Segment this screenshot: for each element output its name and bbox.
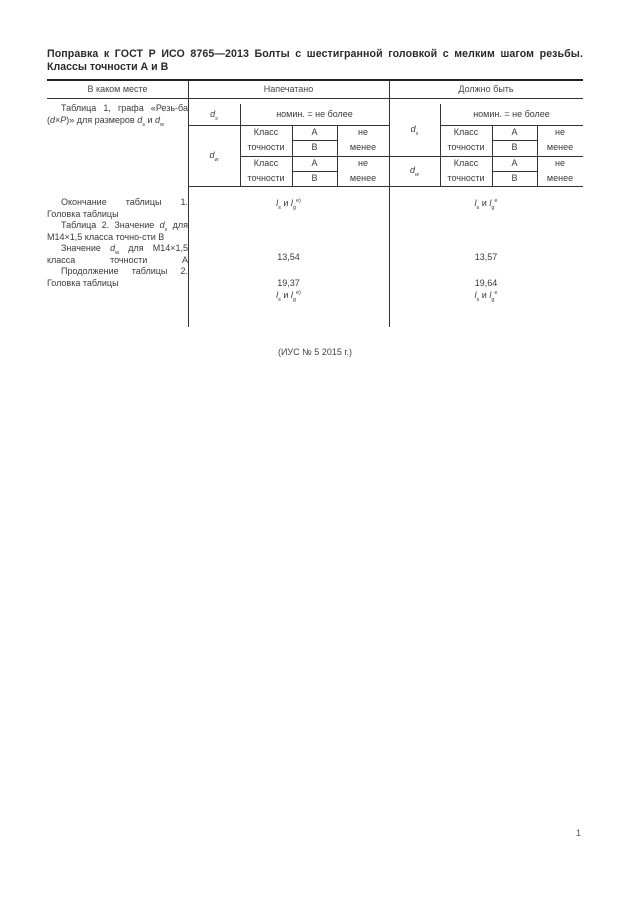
row2-correct: $l_s$ и $l_g^е$: [474, 198, 498, 211]
correct-ds-label: $d_s$: [410, 124, 419, 137]
row5-location: Продолжение таблицы 2. Головка таблицы: [47, 266, 188, 288]
footer-source: (ИУС № 5 2015 г.): [277, 347, 353, 357]
header-where: В каком месте: [87, 84, 148, 94]
row5-printed: $l_s$ и $l_g^{е)}$: [276, 290, 301, 303]
row4-correct: 19,64: [474, 278, 498, 288]
printed-ds-value: номин. = не более: [276, 109, 353, 119]
row4-location: Значение $d_w$ для М14×1,5 класса точности А: [47, 243, 188, 265]
header-printed: Напечатано: [263, 84, 314, 94]
page-number: 1: [576, 828, 582, 838]
title-line-1: Поправка к ГОСТ Р ИСО 8765—2013 Болты с шестигранной головкой с мелким шагом резьбы.: [47, 48, 583, 60]
row5-correct: $l_s$ и $l_g^е$: [474, 290, 498, 303]
row3-location: Таблица 2. Значение $d_s$ для М14×1,5 класса точно-сти В: [47, 220, 188, 242]
correct-ds-value: номин. = не более: [473, 109, 550, 119]
table-header: [47, 79, 583, 99]
lower-rows-location: [47, 197, 188, 289]
row3-printed: 13,54: [277, 252, 300, 262]
printed-ds-label: $d_s$: [210, 109, 218, 122]
row4-printed: 19,37: [277, 278, 300, 288]
document-title: [47, 48, 583, 74]
row1-location: Таблица 1, графа «Резь-ба (d×P)» для размеров $d_s$ и $d_w$: [47, 103, 188, 128]
printed-dw-label: $d_w$: [209, 150, 219, 163]
header-correct: Должно быть: [458, 84, 514, 94]
title-line-2: Классы точности А и В: [47, 61, 169, 73]
row2-printed: $l_s$ и $l_g^{е)}$: [276, 198, 301, 211]
row2-location: Окончание таблицы 1. Головка таблицы: [47, 197, 188, 219]
correct-dw-label: $d_w$: [410, 165, 419, 178]
row3-correct: 13,57: [474, 252, 498, 262]
